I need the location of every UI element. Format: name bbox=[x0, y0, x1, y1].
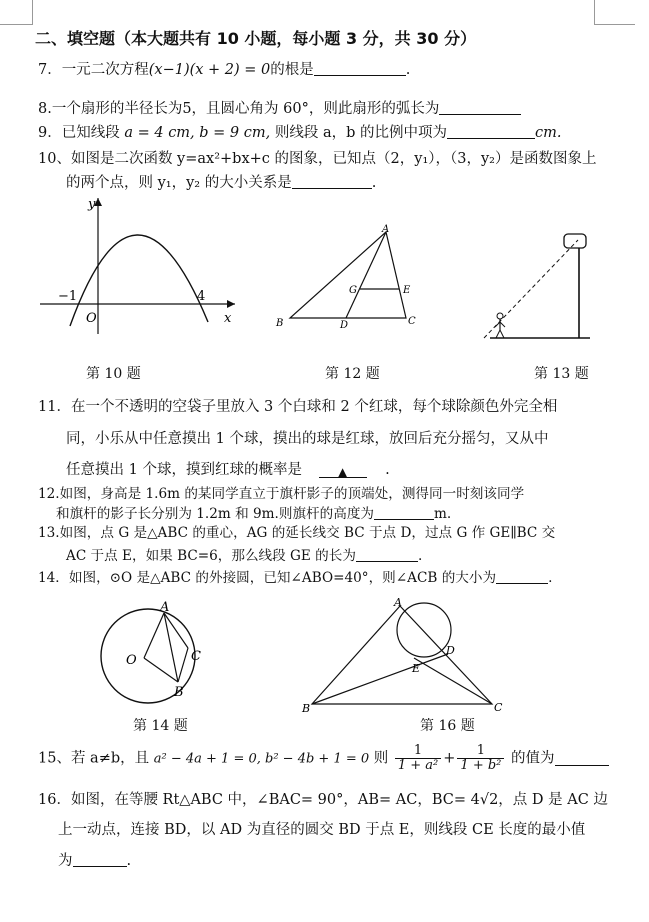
fig12-label-e: E bbox=[403, 285, 411, 296]
fig16-label-b: B bbox=[302, 702, 311, 715]
q15-text-a: 15、若 a≠b，且 bbox=[38, 750, 150, 767]
figure-10-parabola bbox=[40, 196, 240, 336]
question-9 bbox=[38, 124, 562, 142]
crop-mark-top-right bbox=[594, 0, 635, 25]
q15-text-b: 则 bbox=[373, 750, 389, 767]
fig10-label-y: y bbox=[88, 197, 96, 212]
q15-frac1-numerator: 1 bbox=[395, 744, 441, 759]
q13-answer-blank[interactable] bbox=[356, 547, 418, 562]
figure-13-flagpole bbox=[476, 230, 596, 342]
caption-fig-14: 第 14 题 bbox=[133, 718, 188, 734]
q9-text-a: 9．已知线段 bbox=[38, 125, 120, 141]
caption-fig-12: 第 12 题 bbox=[325, 366, 380, 382]
fig12-label-c: C bbox=[408, 316, 416, 327]
q16-end: . bbox=[126, 853, 132, 869]
q7-expression: (x−1)(x + 2) = 0 bbox=[148, 62, 271, 78]
q8-answer-blank[interactable] bbox=[439, 100, 521, 115]
question-13-line-1: 13.如图，点 G 是△ABC 的重心，AG 的延长线交 BC 于点 D，过点 G 作 GE∥BC 交 bbox=[38, 525, 556, 541]
q10-answer-blank[interactable] bbox=[292, 174, 372, 189]
q7-text-b: 的根是 bbox=[270, 62, 314, 78]
question-12-line-1: 12.如图，身高是 1.6m 的某同学直立于旗杆影子的顶端处，测得同一时刻该同学 bbox=[38, 486, 525, 502]
q15-answer-blank[interactable] bbox=[555, 751, 609, 766]
q11-text: 任意摸出 1 个球，摸到红球的概率是 bbox=[66, 462, 302, 478]
q14-end: . bbox=[548, 570, 553, 586]
question-16-line-3 bbox=[58, 852, 131, 870]
q15-fraction-2 bbox=[457, 744, 504, 774]
question-13-line-2 bbox=[66, 547, 422, 565]
fig10-label-neg1: −1 bbox=[58, 289, 78, 304]
fig16-label-c: C bbox=[494, 701, 503, 714]
section-title: 二、填空题（本大题共有 10 小题，每小题 3 分，共 30 分） bbox=[35, 29, 477, 48]
question-10-line-2 bbox=[66, 174, 376, 192]
fig14-label-a: A bbox=[160, 600, 170, 615]
fig14-label-c: C bbox=[191, 649, 201, 664]
q15-fraction-1 bbox=[395, 744, 441, 774]
q8-text: 8.一个扇形的半径长为5，且圆心角为 60°，则此扇形的弧长为 bbox=[38, 101, 440, 117]
fig12-label-a: A bbox=[382, 224, 390, 235]
fig14-label-b: B bbox=[174, 685, 184, 700]
q7-end: . bbox=[405, 62, 411, 78]
question-8 bbox=[38, 100, 521, 118]
q12-end: m. bbox=[434, 506, 452, 522]
q10-text: 的两个点，则 y₁，y₂ 的大小关系是 bbox=[66, 175, 292, 191]
fig10-label-origin: O bbox=[86, 311, 97, 326]
fig12-label-g: G bbox=[349, 285, 357, 296]
question-15 bbox=[38, 744, 609, 774]
question-16-line-1: 16．如图，在等腰 Rt△ABC 中，∠BAC= 90°，AB= AC，BC= 4√2，点 D 是 AC 边 bbox=[38, 792, 608, 808]
q9-values: a = 4 cm, b = 9 cm, bbox=[124, 125, 271, 141]
q14-text: 14．如图，⊙O 是△ABC 的外接圆，已知∠ABO=40°，则∠ACB 的大小为 bbox=[38, 570, 497, 586]
caption-fig-16: 第 16 题 bbox=[420, 718, 475, 734]
q14-answer-blank[interactable] bbox=[496, 569, 548, 584]
figure-14-circle bbox=[88, 596, 218, 708]
q13-end: . bbox=[417, 548, 423, 564]
fig16-label-a: A bbox=[394, 596, 402, 609]
fig16-label-d: D bbox=[446, 644, 455, 657]
crop-mark-top-left bbox=[0, 0, 33, 25]
figure-16-isosceles-right-triangle bbox=[296, 596, 516, 720]
fig10-label-x: x bbox=[224, 311, 232, 326]
question-14 bbox=[38, 569, 552, 587]
q9-answer-blank[interactable] bbox=[447, 124, 535, 139]
q15-frac2-denominator: 1 + b² bbox=[460, 758, 502, 774]
question-16-line-2: 上一动点，连接 BD，以 AD 为直径的圆交 BD 于点 E，则线段 CE 长度的最小值 bbox=[58, 822, 586, 838]
caption-fig-13: 第 13 题 bbox=[534, 366, 589, 382]
q15-plus: + bbox=[443, 750, 456, 767]
q12-answer-blank[interactable] bbox=[374, 505, 434, 520]
q12-text: 和旗杆的影子长分别为 1.2m 和 9m.则旗杆的高度为 bbox=[56, 506, 375, 522]
question-11-line-1: 11．在一个不透明的空袋子里放入 3 个白球和 2 个红球，每个球除颜色外完全相 bbox=[38, 399, 558, 415]
fig16-label-e: E bbox=[412, 662, 421, 675]
q15-frac2-numerator: 1 bbox=[457, 744, 504, 759]
fig14-label-o: O bbox=[126, 653, 137, 668]
question-10-line-1: 10、如图是二次函数 y=ax²+bx+c 的图象，已知点（2，y₁），（3，y₂）是函数图象上 bbox=[38, 151, 597, 167]
q11-triangle-mark: ▲ bbox=[337, 465, 348, 479]
q9-unit: cm. bbox=[535, 125, 562, 141]
q11-end: . bbox=[385, 462, 390, 478]
q7-text-a: 7．一元二次方程 bbox=[38, 62, 149, 78]
q15-frac1-denominator: 1 + a² bbox=[397, 758, 439, 774]
q11-answer-blank[interactable] bbox=[319, 463, 367, 478]
q7-answer-blank[interactable] bbox=[314, 61, 406, 76]
q16-text: 为 bbox=[58, 853, 73, 869]
q13-text: AC 于点 E，如果 BC=6，那么线段 GE 的长为 bbox=[66, 548, 356, 564]
question-12-line-2 bbox=[56, 505, 451, 523]
question-11-line-2: 同，小乐从中任意摸出 1 个球，摸出的球是红球，放回后充分摇匀，又从中 bbox=[66, 431, 549, 447]
fig12-label-b: B bbox=[276, 318, 284, 329]
fig10-label-4: 4 bbox=[197, 289, 206, 304]
fig12-label-d: D bbox=[340, 320, 349, 331]
q9-text-b: 则线段 a，b 的比例中项为 bbox=[274, 125, 448, 141]
q16-answer-blank[interactable] bbox=[73, 852, 127, 867]
question-7 bbox=[38, 61, 410, 79]
caption-fig-10: 第 10 题 bbox=[86, 366, 141, 382]
q15-text-c: 的值为 bbox=[511, 750, 555, 767]
q15-equations: a² − 4a + 1 = 0, b² − 4b + 1 = 0 bbox=[153, 751, 370, 767]
q10-end: . bbox=[371, 175, 377, 191]
question-11-line-3 bbox=[66, 461, 390, 479]
figure-12-triangle bbox=[270, 222, 430, 334]
